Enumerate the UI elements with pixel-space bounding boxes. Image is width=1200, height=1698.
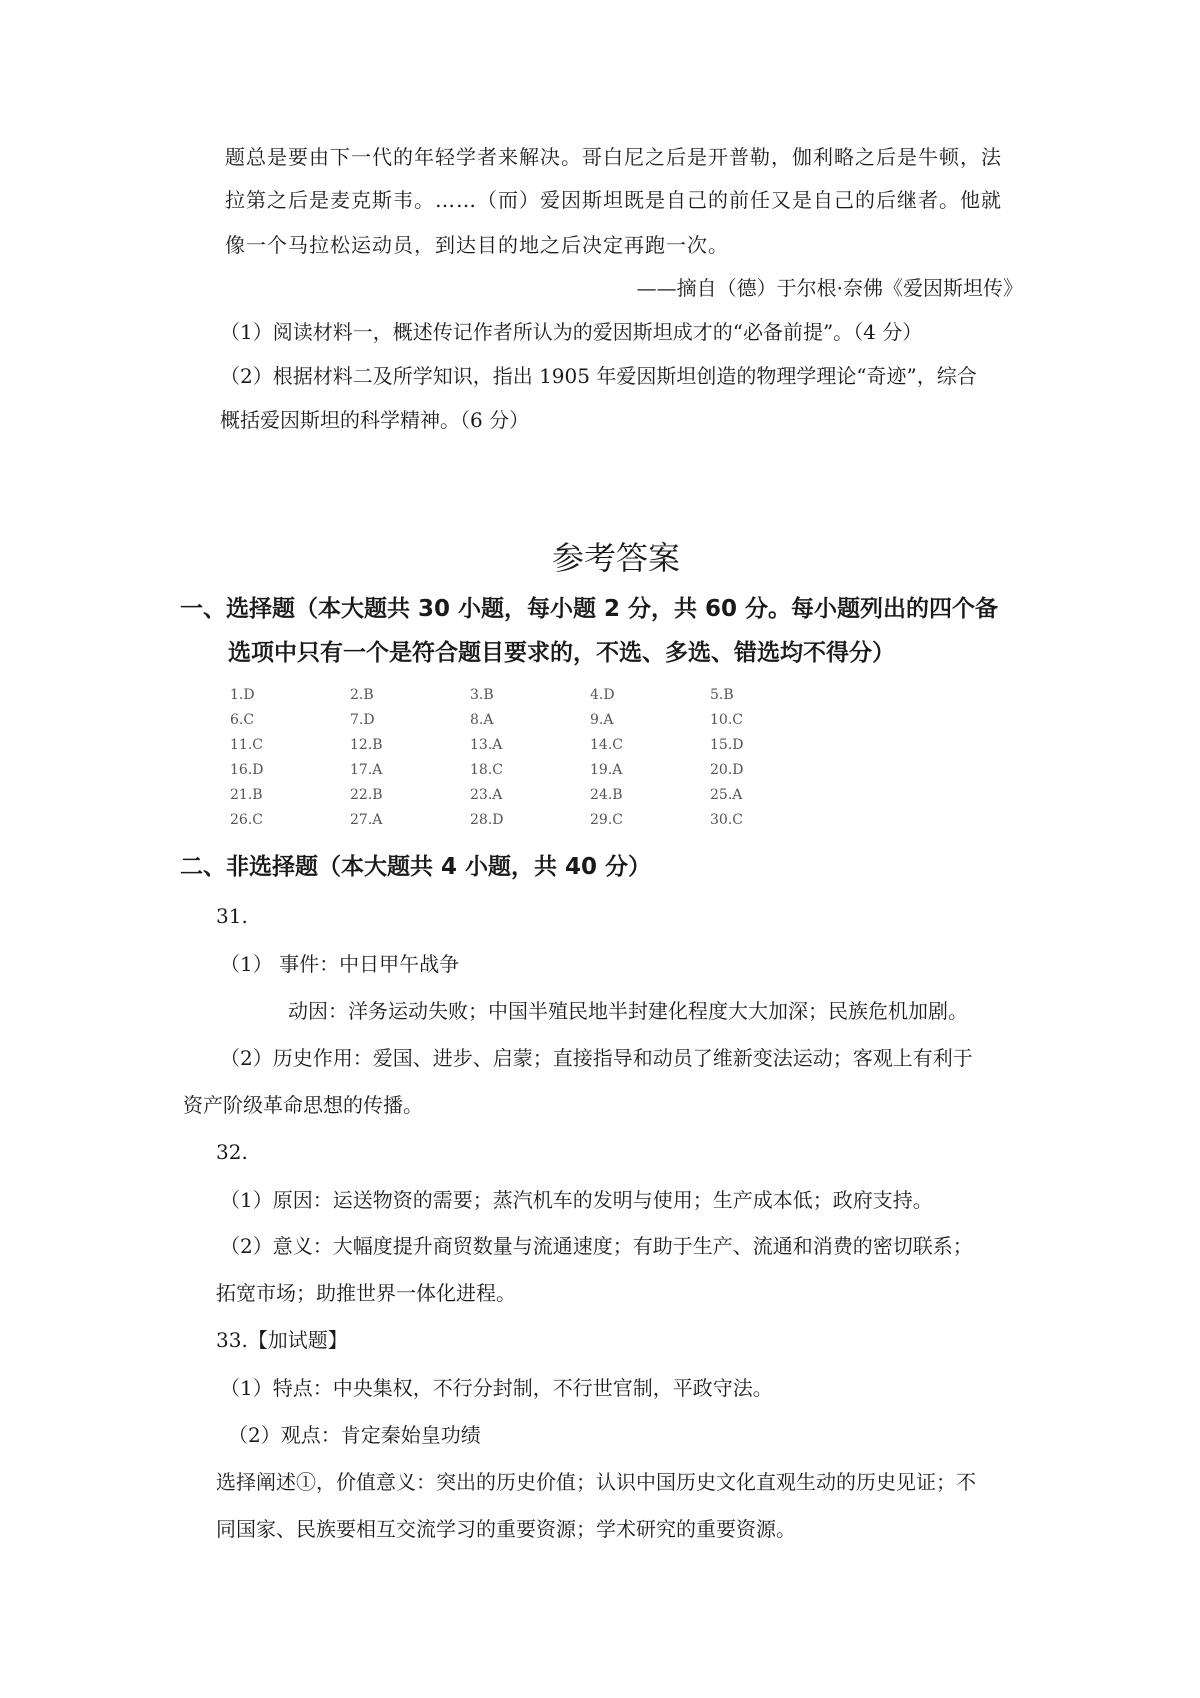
answer-cell: 1.D bbox=[230, 687, 255, 703]
answer-31-1: （1） 事件：中日甲午战争 bbox=[220, 952, 460, 976]
answer-row bbox=[230, 758, 830, 783]
section1-heading: 一、选择题（本大题共 30 小题，每小题 2 分，共 60 分。每小题列出的四个备 bbox=[180, 596, 999, 622]
passage-citation: ——摘自（德）于尔根·奈佛《爱因斯坦传》 bbox=[636, 276, 1023, 300]
answer-32-2-cont: 拓宽市场；助推世界一体化进程。 bbox=[216, 1281, 516, 1305]
passage-line: 拉第之后是麦克斯韦。……（而）爱因斯坦既是自己的前任又是自己的后继者。他就 bbox=[225, 188, 1002, 212]
answer-cell: 8.A bbox=[470, 712, 494, 728]
answer-row bbox=[230, 783, 830, 808]
answer-33-number: 33.【加试题】 bbox=[216, 1328, 348, 1352]
answer-cell: 4.D bbox=[590, 687, 615, 703]
answer-cell: 17.A bbox=[350, 762, 383, 778]
answer-33-3-cont: 同国家、民族要相互交流学习的重要资源；学术研究的重要资源。 bbox=[216, 1517, 796, 1541]
answer-cell: 5.B bbox=[710, 687, 734, 703]
answer-title: 参考答案 bbox=[551, 539, 680, 577]
answer-cell: 20.D bbox=[710, 762, 744, 778]
answer-cell: 3.B bbox=[470, 687, 494, 703]
question-2: （2）根据材料二及所学知识，指出 1905 年爱因斯坦创造的物理学理论“奇迹”，综合 bbox=[220, 364, 977, 388]
answer-cell: 27.A bbox=[350, 812, 383, 828]
answer-cell: 24.B bbox=[590, 787, 623, 803]
answer-cell: 13.A bbox=[470, 737, 503, 753]
answer-cell: 19.A bbox=[590, 762, 623, 778]
answer-31-1-cont: 动因：洋务运动失败；中国半殖民地半封建化程度大大加深；民族危机加剧。 bbox=[288, 999, 968, 1023]
passage-line: 题总是要由下一代的年轻学者来解决。哥白尼之后是开普勒，伽利略之后是牛顿，法 bbox=[225, 145, 1002, 169]
answer-cell: 15.D bbox=[710, 737, 744, 753]
answer-cell: 28.D bbox=[470, 812, 504, 828]
answer-32-number: 32. bbox=[216, 1140, 248, 1164]
answer-row bbox=[230, 733, 830, 758]
answer-cell: 29.C bbox=[590, 812, 623, 828]
answer-row bbox=[230, 808, 830, 833]
answer-cell: 18.C bbox=[470, 762, 503, 778]
section1-heading-cont: 选项中只有一个是符合题目要求的，不选、多选、错选均不得分） bbox=[228, 640, 895, 666]
answer-cell: 10.C bbox=[710, 712, 743, 728]
choice-answer-grid bbox=[230, 683, 830, 835]
answer-cell: 21.B bbox=[230, 787, 263, 803]
answer-31-number: 31. bbox=[216, 904, 248, 928]
answer-row bbox=[230, 683, 830, 708]
answer-33-1: （1）特点：中央集权，不行分封制，不行世官制，平政守法。 bbox=[220, 1376, 773, 1400]
answer-cell: 30.C bbox=[710, 812, 743, 828]
answer-cell: 22.B bbox=[350, 787, 383, 803]
answer-cell: 9.A bbox=[590, 712, 614, 728]
section2-heading: 二、非选择题（本大题共 4 小题，共 40 分） bbox=[180, 854, 652, 880]
answer-cell: 2.B bbox=[350, 687, 374, 703]
answer-cell: 26.C bbox=[230, 812, 263, 828]
answer-cell: 23.A bbox=[470, 787, 503, 803]
answer-cell: 12.B bbox=[350, 737, 383, 753]
answer-cell: 14.C bbox=[590, 737, 623, 753]
answer-31-2-cont: 资产阶级革命思想的传播。 bbox=[183, 1093, 423, 1117]
passage-line: 像一个马拉松运动员，到达目的地之后决定再跑一次。 bbox=[225, 233, 729, 257]
answer-cell: 6.C bbox=[230, 712, 255, 728]
question-1: （1）阅读材料一，概述传记作者所认为的爱因斯坦成才的“必备前提”。（4 分） bbox=[220, 320, 923, 344]
answer-32-1: （1）原因：运送物资的需要；蒸汽机车的发明与使用；生产成本低；政府支持。 bbox=[220, 1188, 933, 1212]
answer-cell: 16.D bbox=[230, 762, 264, 778]
answer-32-2: （2）意义：大幅度提升商贸数量与流通速度；有助于生产、流通和消费的密切联系； bbox=[220, 1234, 973, 1258]
answer-31-2: （2）历史作用：爱国、进步、启蒙；直接指导和动员了维新变法运动；客观上有利于 bbox=[220, 1046, 973, 1070]
answer-33-2: （2）观点：肯定秦始皇功绩 bbox=[228, 1423, 481, 1447]
answer-row bbox=[230, 708, 830, 733]
answer-cell: 11.C bbox=[230, 737, 263, 753]
answer-cell: 25.A bbox=[710, 787, 743, 803]
question-2-cont: 概括爱因斯坦的科学精神。（6 分） bbox=[220, 408, 530, 432]
answer-33-3: 选择阐述①，价值意义：突出的历史价值；认识中国历史文化直观生动的历史见证；不 bbox=[216, 1470, 976, 1494]
answer-cell: 7.D bbox=[350, 712, 375, 728]
